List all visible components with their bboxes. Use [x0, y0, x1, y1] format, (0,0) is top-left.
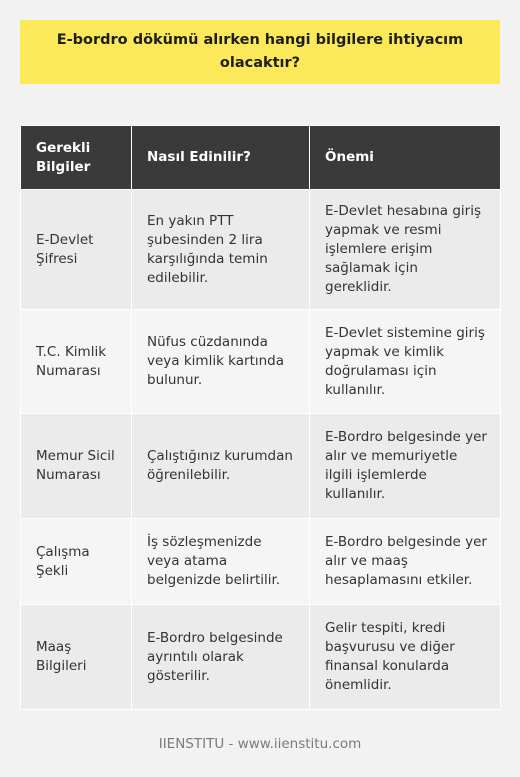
column-header-required-info: Gerekli Bilgiler — [21, 126, 132, 190]
table-cell: İş sözleşmenizde veya atama belgenizde belirtilir. — [132, 519, 310, 605]
column-header-importance: Önemi — [310, 126, 501, 190]
table-cell: Gelir tespiti, kredi başvurusu ve diğer finansal konularda önemlidir. — [310, 605, 501, 710]
table-cell: Nüfus cüzdanında veya kimlik kartında bulunur. — [132, 310, 310, 414]
table-header-row — [21, 126, 501, 190]
column-header-how-to-obtain: Nasıl Edinilir? — [132, 126, 310, 190]
table-cell: Memur Sicil Numarası — [21, 414, 132, 519]
footer-credit: IIENSTITU - www.iienstitu.com — [158, 736, 362, 752]
table-cell: Çalışma Şekli — [21, 519, 132, 605]
table-cell: E-Devlet hesabına giriş yapmak ve resmi işlemlere erişim sağlamak için gereklidir. — [310, 190, 501, 310]
title-banner — [20, 20, 500, 84]
table-row — [21, 310, 501, 414]
table-cell: T.C. Kimlik Numarası — [21, 310, 132, 414]
table-cell: E-Devlet sistemine giriş yapmak ve kimlik doğrulaması için kullanılır. — [310, 310, 501, 414]
page-title: E-bordro dökümü alırken hangi bilgilere ihtiyacım olacaktır? — [56, 32, 464, 71]
table-cell: Maaş Bilgileri — [21, 605, 132, 710]
table-cell: Çalıştığınız kurumdan öğrenilebilir. — [132, 414, 310, 519]
info-table — [20, 125, 501, 710]
table-cell: E-Bordro belgesinde yer alır ve maaş hesaplamasını etkiler. — [310, 519, 501, 605]
table-row — [21, 190, 501, 310]
table-cell: E-Bordro belgesinde yer alır ve memuriyetle ilgili işlemlerde kullanılır. — [310, 414, 501, 519]
table-cell: E-Bordro belgesinde ayrıntılı olarak gösterilir. — [132, 605, 310, 710]
table-row — [21, 519, 501, 605]
table-row — [21, 605, 501, 710]
table-row — [21, 414, 501, 519]
table-cell: En yakın PTT şubesinden 2 lira karşılığında temin edilebilir. — [132, 190, 310, 310]
table-cell: E-Devlet Şifresi — [21, 190, 132, 310]
